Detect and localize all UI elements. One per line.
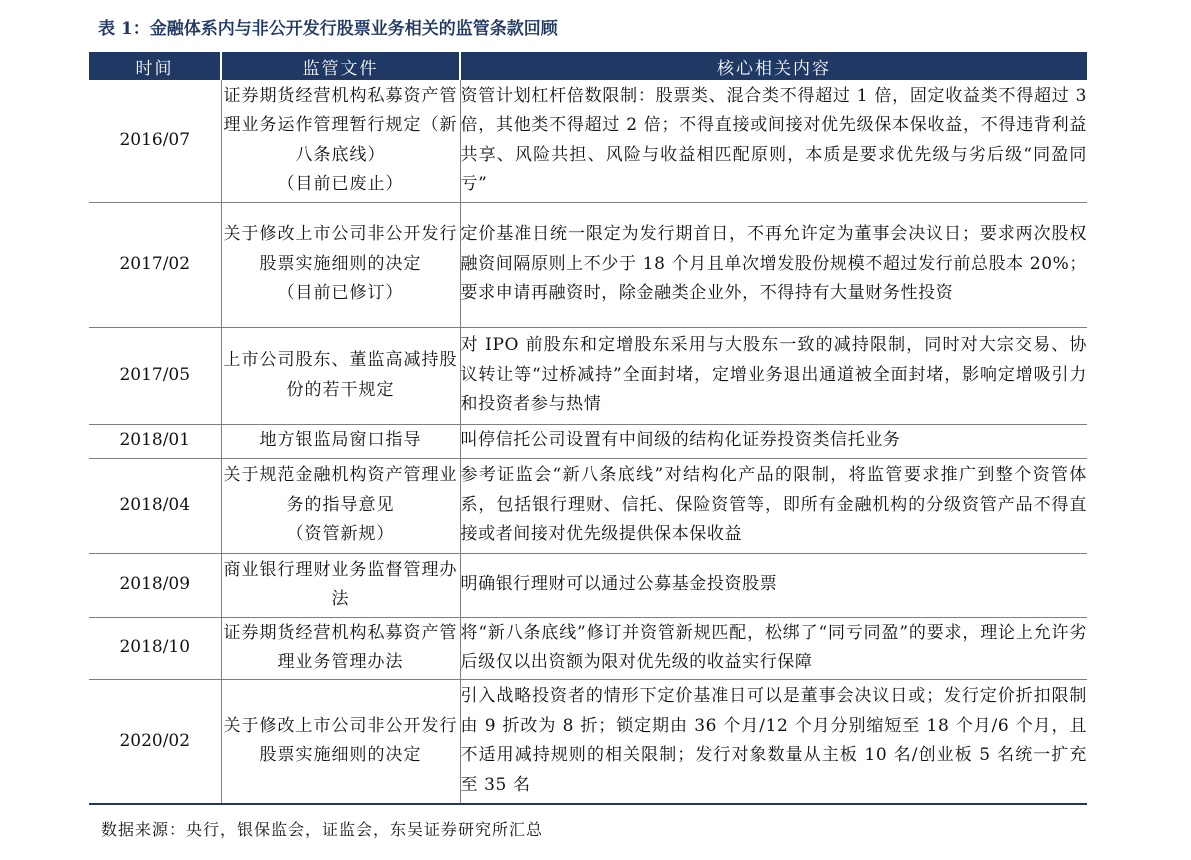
row-document	[221, 424, 460, 458]
document-title: 上市公司股东、董监高减持股份的若干规定	[223, 350, 458, 400]
row-time: 2020/02	[89, 679, 221, 804]
table-row	[89, 617, 1087, 679]
document-status-note: （目前已修订）	[277, 283, 404, 304]
document-status-note: （资管新规）	[286, 524, 395, 545]
header-document: 监管文件	[221, 52, 460, 80]
row-content: 引入战略投资者的情形下定价基准日可以是董事会决议日或；发行定价折扣限制由 9 折改为 8 折；锁定期由 36 个月/12 个月分别缩短至 18 个月/6 个月，且不适用减持规则的相关限制；发行对象数量从主板 10 名/创业板 5 名统一扩充至 35 名	[460, 679, 1087, 804]
document-status-note: （目前已废止）	[277, 174, 404, 195]
table-row	[89, 327, 1087, 424]
row-time: 2018/04	[89, 458, 221, 553]
table-row	[89, 679, 1087, 804]
document-title: 关于修改上市公司非公开发行股票实施细则的决定	[223, 224, 458, 274]
row-document	[221, 679, 460, 804]
document-title: 关于规范金融机构资产管理业务的指导意见	[223, 465, 458, 515]
row-document	[221, 327, 460, 424]
regulation-table	[89, 52, 1087, 805]
table-row	[89, 80, 1087, 202]
document-title: 商业银行理财业务监督管理办法	[223, 559, 458, 609]
row-document	[221, 202, 460, 327]
row-time: 2018/10	[89, 617, 221, 679]
row-time: 2017/02	[89, 202, 221, 327]
document-title: 地方银监局窗口指导	[259, 430, 422, 451]
document-title: 证券期货经营机构私募资产管理业务运作管理暂行规定（新八条底线）	[223, 85, 458, 165]
table-row	[89, 424, 1087, 458]
document-title: 关于修改上市公司非公开发行股票实施细则的决定	[223, 715, 458, 766]
row-content: 将“新八条底线”修订并资管新规匹配，松绑了“同亏同盈”的要求，理论上允许劣后级仅以出资额为限对优先级的收益实行保障	[460, 617, 1087, 679]
row-document	[221, 617, 460, 679]
header-time: 时间	[89, 52, 221, 80]
table-row	[89, 458, 1087, 553]
table-row	[89, 202, 1087, 327]
row-content: 明确银行理财可以通过公募基金投资股票	[460, 553, 1087, 617]
table-header-row	[89, 52, 1087, 80]
row-time: 2016/07	[89, 80, 221, 202]
row-document	[221, 553, 460, 617]
row-content: 叫停信托公司设置有中间级的结构化证券投资类信托业务	[460, 424, 1087, 458]
row-time: 2018/09	[89, 553, 221, 617]
table-caption: 表 1：金融体系内与非公开发行股票业务相关的监管条款回顾	[98, 19, 558, 39]
data-source-note: 数据来源：央行，银保监会，证监会，东吴证券研究所汇总	[101, 820, 544, 839]
row-document	[221, 80, 460, 202]
row-document	[221, 458, 460, 553]
header-content: 核心相关内容	[460, 52, 1087, 80]
row-time: 2018/01	[89, 424, 221, 458]
row-time: 2017/05	[89, 327, 221, 424]
document-title: 证券期货经营机构私募资产管理业务管理办法	[223, 622, 458, 672]
row-content: 对 IPO 前股东和定增股东采用与大股东一致的减持限制，同时对大宗交易、协议转让等“过桥减持”全面封堵，定增业务退出通道被全面封堵，影响定增吸引力和投资者参与热情	[460, 327, 1087, 424]
row-content: 资管计划杠杆倍数限制：股票类、混合类不得超过 1 倍，固定收益类不得超过 3 倍，其他类不得超过 2 倍；不得直接或间接对优先级保本保收益，不得违背利益共享、风险共担、风险与收益相匹配原则，本质是要求优先级与劣后级“同盈同亏”	[460, 80, 1087, 202]
row-content: 参考证监会“新八条底线”对结构化产品的限制，将监管要求推广到整个资管体系，包括银行理财、信托、保险资管等，即所有金融机构的分级资管产品不得直接或者间接对优先级提供保本保收益	[460, 458, 1087, 553]
row-content: 定价基准日统一限定为发行期首日，不再允许定为董事会决议日；要求两次股权融资间隔原则上不少于 18 个月且单次增发股份规模不超过发行前总股本 20%；要求申请再融资时，除金融类企业外，不得持有大量财务性投资	[460, 202, 1087, 327]
table-row	[89, 553, 1087, 617]
